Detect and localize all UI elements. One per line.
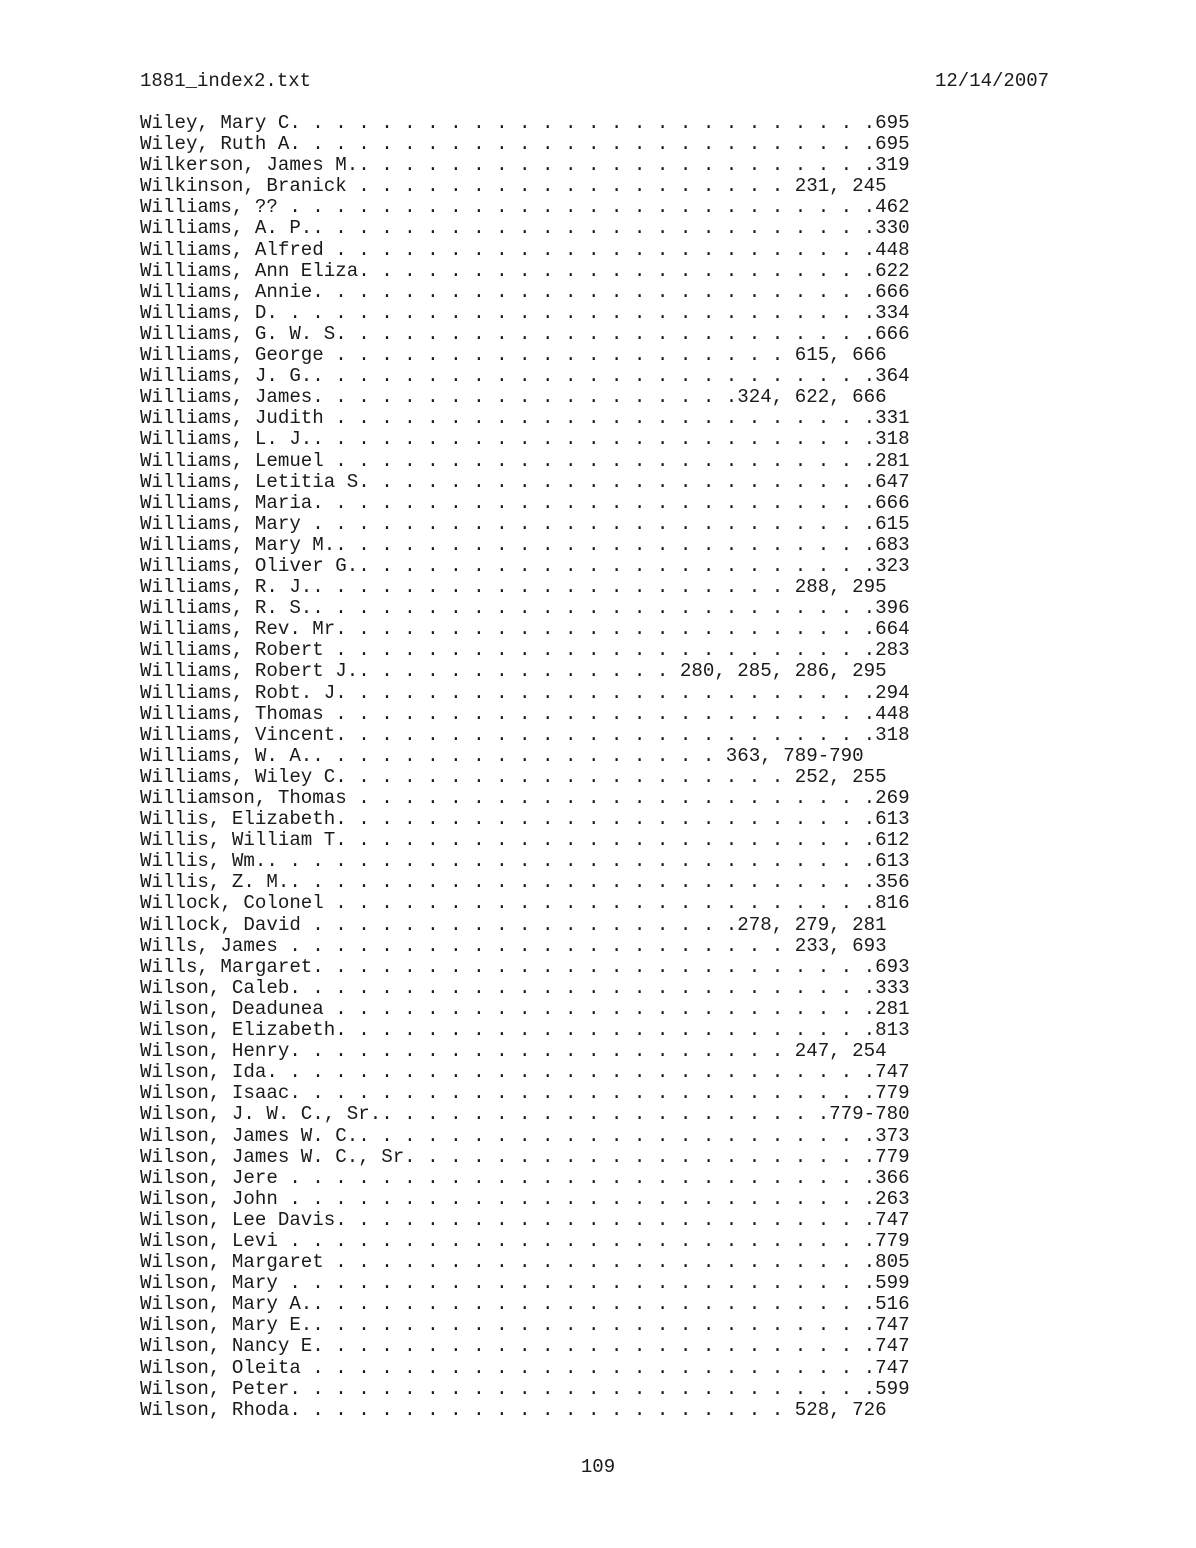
index-entry: Williams, Wiley C. . . . . . . . . . . . . . . . . . . . 252, 255 — [140, 765, 887, 788]
index-entry: Williams, ?? . . . . . . . . . . . . . . . . . . . . . . . . . .462 — [140, 196, 910, 219]
index-entry: Williams, James. . . . . . . . . . . . . . . . . . .324, 622, 666 — [140, 386, 887, 409]
index-entry: Wilson, J. W. C., Sr.. . . . . . . . . . . . . . . . . . . .779-780 — [140, 1103, 910, 1126]
document-date: 12/14/2007 — [935, 70, 1050, 92]
index-entry-list — [140, 113, 910, 1421]
index-entry: Williams, Rev. Mr. . . . . . . . . . . . . . . . . . . . . . . .664 — [140, 618, 910, 641]
index-entry: Wilson, James W. C., Sr. . . . . . . . . . . . . . . . . . . . .779 — [140, 1145, 910, 1168]
index-entry: Williams, Ann Eliza. . . . . . . . . . . . . . . . . . . . . . .622 — [140, 259, 910, 282]
index-entry: Williams, Judith . . . . . . . . . . . . . . . . . . . . . . . .331 — [140, 407, 910, 430]
index-entry: Wilson, Margaret . . . . . . . . . . . . . . . . . . . . . . . .805 — [140, 1251, 910, 1274]
index-entry: Williams, Robert . . . . . . . . . . . . . . . . . . . . . . . .283 — [140, 639, 910, 662]
index-entry: Wilson, Mary E.. . . . . . . . . . . . . . . . . . . . . . . . .747 — [140, 1314, 910, 1337]
index-entry: Willock, David . . . . . . . . . . . . . . . . . . .278, 279, 281 — [140, 913, 887, 936]
index-entry: Williams, R. S.. . . . . . . . . . . . . . . . . . . . . . . . .396 — [140, 597, 910, 620]
index-entry: Wilson, Peter. . . . . . . . . . . . . . . . . . . . . . . . . .599 — [140, 1377, 910, 1400]
index-entry: Wilson, Ida. . . . . . . . . . . . . . . . . . . . . . . . . . .747 — [140, 1061, 910, 1084]
index-entry: Williams, Annie. . . . . . . . . . . . . . . . . . . . . . . . .666 — [140, 280, 910, 303]
index-entry: Williams, D. . . . . . . . . . . . . . . . . . . . . . . . . . .334 — [140, 301, 910, 324]
index-entry: Wilson, Oleita . . . . . . . . . . . . . . . . . . . . . . . . .747 — [140, 1356, 910, 1379]
index-entry: Williams, Robert J.. . . . . . . . . . . . . . 280, 285, 286, 295 — [140, 660, 887, 683]
index-entry: Williams, Vincent. . . . . . . . . . . . . . . . . . . . . . . .318 — [140, 723, 910, 746]
index-entry: Williams, G. W. S. . . . . . . . . . . . . . . . . . . . . . . .666 — [140, 322, 910, 345]
index-entry: Wilson, Elizabeth. . . . . . . . . . . . . . . . . . . . . . . .813 — [140, 1019, 910, 1042]
index-entry: Wilson, Henry. . . . . . . . . . . . . . . . . . . . . . 247, 254 — [140, 1040, 887, 1063]
index-entry: Willock, Colonel . . . . . . . . . . . . . . . . . . . . . . . .816 — [140, 892, 910, 915]
index-entry: Wilson, John . . . . . . . . . . . . . . . . . . . . . . . . . .263 — [140, 1187, 910, 1210]
index-entry: Wilson, Mary A.. . . . . . . . . . . . . . . . . . . . . . . . .516 — [140, 1293, 910, 1316]
document-filename: 1881_index2.txt — [140, 70, 312, 92]
index-entry: Wilson, Mary . . . . . . . . . . . . . . . . . . . . . . . . . .599 — [140, 1272, 910, 1295]
index-entry: Wilkinson, Branick . . . . . . . . . . . . . . . . . . . 231, 245 — [140, 175, 887, 198]
index-entry: Williams, George . . . . . . . . . . . . . . . . . . . . 615, 666 — [140, 344, 887, 367]
index-entry: Wills, James . . . . . . . . . . . . . . . . . . . . . . 233, 693 — [140, 934, 887, 957]
index-entry: Wilkerson, James M.. . . . . . . . . . . . . . . . . . . . . . .319 — [140, 154, 910, 177]
index-entry: Willis, Wm.. . . . . . . . . . . . . . . . . . . . . . . . . . .613 — [140, 850, 910, 873]
index-entry: Wills, Margaret. . . . . . . . . . . . . . . . . . . . . . . . .693 — [140, 955, 910, 978]
index-entry: Williams, Alfred . . . . . . . . . . . . . . . . . . . . . . . .448 — [140, 238, 910, 261]
index-entry: Williams, Mary . . . . . . . . . . . . . . . . . . . . . . . . .615 — [140, 512, 910, 535]
index-entry: Williams, L. J.. . . . . . . . . . . . . . . . . . . . . . . . .318 — [140, 428, 910, 451]
index-entry: Wilson, Jere . . . . . . . . . . . . . . . . . . . . . . . . . .366 — [140, 1166, 910, 1189]
index-entry: Wiley, Ruth A. . . . . . . . . . . . . . . . . . . . . . . . . .695 — [140, 133, 910, 156]
index-entry: Williams, Lemuel . . . . . . . . . . . . . . . . . . . . . . . .281 — [140, 449, 910, 472]
index-entry: Williams, Thomas . . . . . . . . . . . . . . . . . . . . . . . .448 — [140, 702, 910, 725]
index-entry: Willis, Z. M.. . . . . . . . . . . . . . . . . . . . . . . . . .356 — [140, 871, 910, 894]
index-entry: Wiley, Mary C. . . . . . . . . . . . . . . . . . . . . . . . . .695 — [140, 112, 910, 134]
index-entry: Wilson, Deadunea . . . . . . . . . . . . . . . . . . . . . . . .281 — [140, 997, 910, 1020]
index-entry: Williams, Maria. . . . . . . . . . . . . . . . . . . . . . . . .666 — [140, 491, 910, 514]
index-entry: Wilson, Isaac. . . . . . . . . . . . . . . . . . . . . . . . . .779 — [140, 1082, 910, 1105]
index-entry: Williams, Letitia S. . . . . . . . . . . . . . . . . . . . . . .647 — [140, 470, 910, 493]
index-entry: Williams, J. G.. . . . . . . . . . . . . . . . . . . . . . . . .364 — [140, 365, 910, 388]
index-entry: Wilson, James W. C.. . . . . . . . . . . . . . . . . . . . . . .373 — [140, 1124, 910, 1147]
index-entry: Williams, A. P.. . . . . . . . . . . . . . . . . . . . . . . . .330 — [140, 217, 910, 240]
index-entry: Williamson, Thomas . . . . . . . . . . . . . . . . . . . . . . .269 — [140, 787, 910, 809]
index-entry: Williams, Mary M.. . . . . . . . . . . . . . . . . . . . . . . .683 — [140, 533, 910, 556]
page-number: 109 — [580, 1456, 616, 1478]
index-entry: Willis, William T. . . . . . . . . . . . . . . . . . . . . . . .612 — [140, 829, 910, 852]
index-entry: Wilson, Lee Davis. . . . . . . . . . . . . . . . . . . . . . . .747 — [140, 1208, 910, 1231]
index-entry: Wilson, Levi . . . . . . . . . . . . . . . . . . . . . . . . . .779 — [140, 1229, 910, 1252]
index-entry: Willis, Elizabeth. . . . . . . . . . . . . . . . . . . . . . . .613 — [140, 808, 910, 831]
index-entry: Wilson, Rhoda. . . . . . . . . . . . . . . . . . . . . . 528, 726 — [140, 1398, 887, 1421]
index-entry: Wilson, Nancy E. . . . . . . . . . . . . . . . . . . . . . . . .747 — [140, 1335, 910, 1358]
index-entry: Williams, R. J.. . . . . . . . . . . . . . . . . . . . . 288, 295 — [140, 576, 887, 599]
index-entry: Williams, W. A.. . . . . . . . . . . . . . . . . . 363, 789-790 — [140, 744, 864, 767]
index-entry: Williams, Oliver G.. . . . . . . . . . . . . . . . . . . . . . .323 — [140, 554, 910, 577]
index-entry: Williams, Robt. J. . . . . . . . . . . . . . . . . . . . . . . .294 — [140, 681, 910, 704]
index-entry: Wilson, Caleb. . . . . . . . . . . . . . . . . . . . . . . . . .333 — [140, 976, 910, 999]
